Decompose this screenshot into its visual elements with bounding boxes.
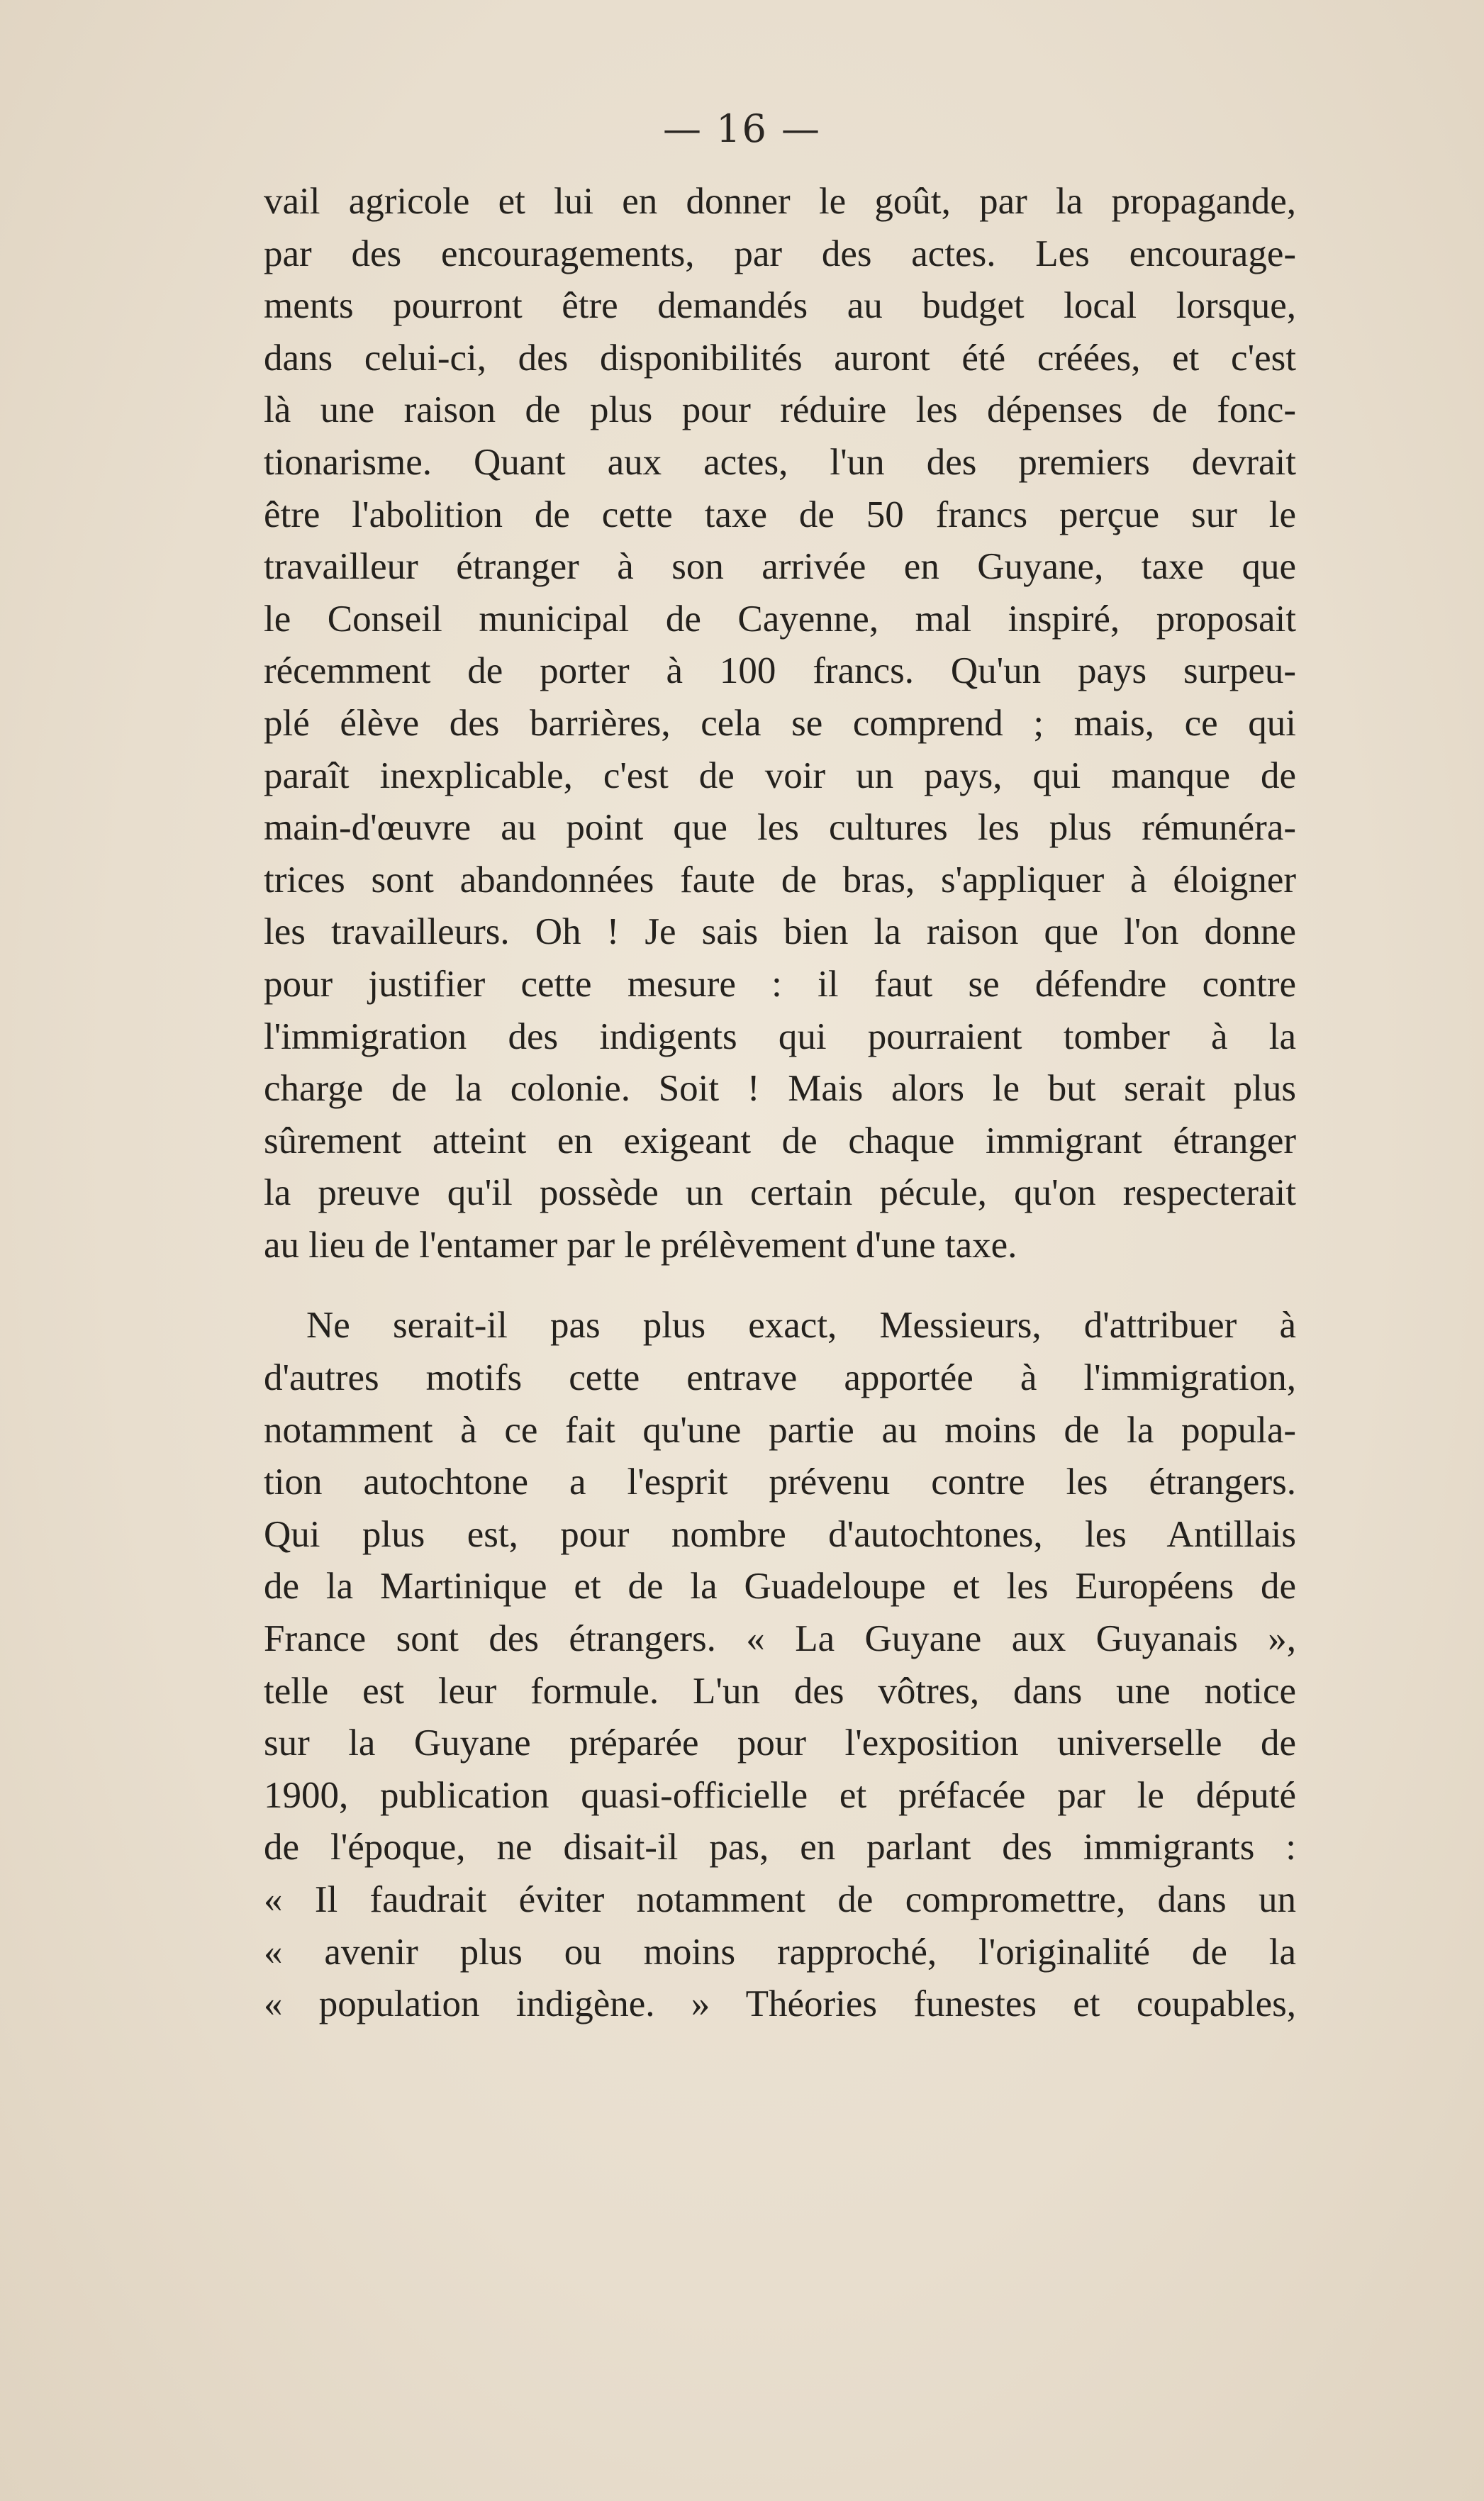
text-line: la preuve qu'il possède un certain pécule, qu'on respecterait <box>264 1172 1296 1214</box>
text-line: Ne serait-il pas plus exact, Messieurs, d'attribuer à <box>306 1305 1296 1347</box>
text-line: le Conseil municipal de Cayenne, mal inspiré, proposait <box>264 598 1296 640</box>
text-line: Qui plus est, pour nombre d'autochtones, les Antillais <box>264 1513 1296 1555</box>
text-line: notamment à ce fait qu'une partie au moins de la popula- <box>264 1409 1296 1451</box>
text-line: sûrement atteint en exigeant de chaque immigrant étranger <box>264 1120 1296 1162</box>
text-line: France sont des étrangers. « La Guyane aux Guyanais », <box>264 1618 1296 1660</box>
text-line: travailleur étranger à son arrivée en Guyane, taxe que <box>264 546 1296 588</box>
text-line: de l'époque, ne disait-il pas, en parlant des immigrants : <box>264 1827 1296 1868</box>
text-line: sur la Guyane préparée pour l'exposition universelle de <box>264 1722 1296 1764</box>
text-line: récemment de porter à 100 francs. Qu'un pays surpeu- <box>264 650 1296 692</box>
text-line: paraît inexplicable, c'est de voir un pays, qui manque de <box>264 754 1296 796</box>
text-line: de la Martinique et de la Guadeloupe et les Européens de <box>264 1566 1296 1608</box>
text-line: dans celui-ci, des disponibilités auront été créées, et c'est <box>264 337 1296 379</box>
page-number: — 16 — <box>662 106 822 151</box>
body-text <box>264 176 1296 2031</box>
text-line: pour justifier cette mesure : il faut se défendre contre <box>264 963 1296 1005</box>
text-line: être l'abolition de cette taxe de 50 francs perçue sur le <box>264 494 1296 535</box>
text-line: charge de la colonie. Soit ! Mais alors le but serait plus <box>264 1068 1296 1110</box>
text-line: « population indigène. » Théories funestes et coupables, <box>264 1983 1296 2025</box>
paragraph-2 <box>264 1300 1296 2030</box>
text-line: main-d'œuvre au point que les cultures les plus rémunéra- <box>264 807 1296 849</box>
text-line: l'immigration des indigents qui pourraient tomber à la <box>264 1015 1296 1057</box>
text-line: 1900, publication quasi-officielle et préfacée par le député <box>264 1774 1296 1816</box>
text-line: au lieu de l'entamer par le prélèvement d'une taxe. <box>264 1224 1017 1266</box>
text-line: tion autochtone a l'esprit prévenu contre les étrangers. <box>264 1461 1296 1503</box>
text-line: d'autres motifs cette entrave apportée à l'immigration, <box>264 1357 1296 1399</box>
text-line: « Il faudrait éviter notamment de compromettre, dans un <box>264 1879 1296 1920</box>
text-line: « avenir plus ou moins rapproché, l'originalité de la <box>264 1931 1296 1973</box>
text-line: par des encouragements, par des actes. Les encourage- <box>264 233 1296 274</box>
text-line: vail agricole et lui en donner le goût, par la propagande, <box>264 181 1296 222</box>
paragraph-1 <box>264 176 1296 1271</box>
text-line: là une raison de plus pour réduire les dépenses de fonc- <box>264 389 1296 431</box>
text-line: plé élève des barrières, cela se comprend ; mais, ce qui <box>264 702 1296 744</box>
text-line: les travailleurs. Oh ! Je sais bien la raison que l'on donne <box>264 911 1296 953</box>
text-line: trices sont abandonnées faute de bras, s'appliquer à éloigner <box>264 859 1296 901</box>
text-line: ments pourront être demandés au budget local lorsque, <box>264 285 1296 327</box>
text-line: telle est leur formule. L'un des vôtres, dans une notice <box>264 1670 1296 1712</box>
text-line: tionarisme. Quant aux actes, l'un des premiers devrait <box>264 441 1296 483</box>
